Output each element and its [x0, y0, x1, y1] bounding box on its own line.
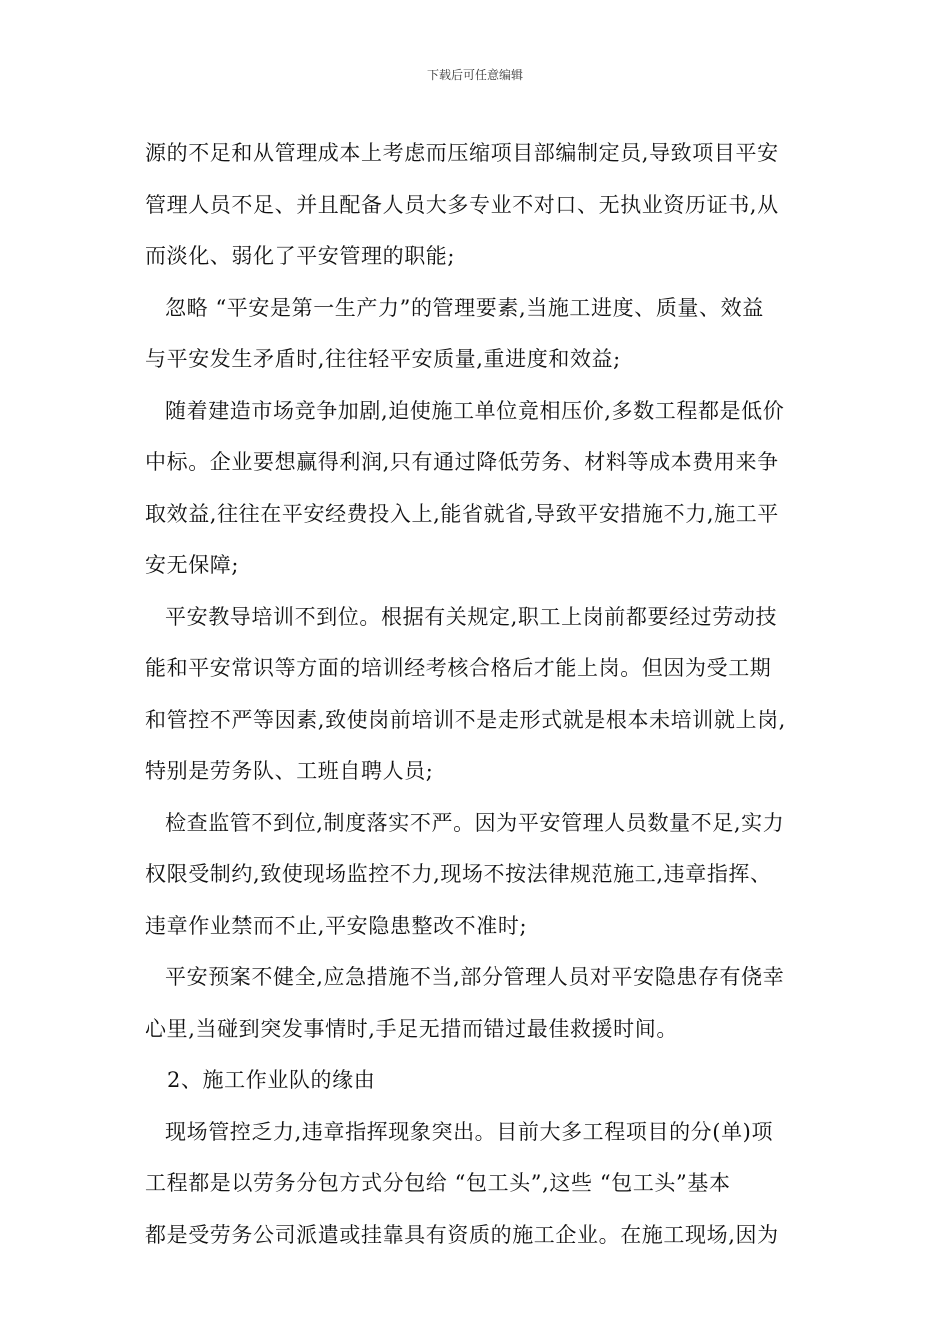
text-line: 现场管控乏力,违章指挥现象突出。目前大多工程项目的分(单)项	[165, 1119, 774, 1144]
text-line: 取效益,往往在平安经费投入上,能省就省,导致平安措施不力,施工平	[145, 501, 779, 526]
section-heading: 2、施工作业队的缘由	[167, 1068, 376, 1092]
text-line: 权限受制约,致使现场监控不力,现场不按法律规范施工,违章指挥、	[145, 862, 772, 886]
text-line: 与平安发生矛盾时,往往轻平安质量,重进度和效益;	[145, 347, 621, 371]
text-line: 违章作业禁而不止,平安隐患整改不准时;	[145, 913, 528, 938]
text-line: 中标。企业要想赢得利润,只有通过降低劳务、材料等成本费用来争	[145, 450, 779, 474]
text-line: 能和平安常识等方面的培训经考核合格后才能上岗。但因为受工期	[145, 656, 772, 680]
text-line: 平安教导培训不到位。根据有关规定,职工上岗前都要经过劳动技	[165, 604, 778, 629]
text-line: 都是受劳务公司派遣或挂靠具有资质的施工企业。在施工现场,因为	[145, 1222, 779, 1247]
text-line: 检查监管不到位,制度落实不严。因为平安管理人员数量不足,实力	[165, 810, 785, 835]
text-line: 而淡化、弱化了平安管理的职能;	[145, 244, 456, 268]
text-line: 随着建造市场竞争加剧,迫使施工单位竟相压价,多数工程都是低价	[165, 398, 785, 423]
page-header: 下载后可任意编辑	[426, 68, 523, 82]
text-line: 和管控不严等因素,致使岗前培训不是走形式就是根本未培训就上岗,	[145, 707, 786, 732]
text-line: 特别是劳务队、工班自聘人员;	[145, 759, 434, 783]
text-line: 心里,当碰到突发事情时,手足无措而错过最佳救援时间。	[145, 1016, 678, 1041]
text-line: 管理人员不足、并且配备人员大多专业不对口、无执业资历证书,从	[145, 192, 779, 217]
text-line: 安无保障;	[145, 553, 240, 577]
text-line: 平安预案不健全,应急措施不当,部分管理人员对平安隐患存有侥幸	[165, 965, 785, 989]
text-line: 工程都是以劳务分包方式分包给 “包工头”,这些 “包工头”基本	[145, 1171, 731, 1195]
document-body	[145, 128, 810, 1261]
text-line: 忽略 “平安是第一生产力”的管理要素,当施工进度、质量、效益	[165, 295, 764, 320]
text-line: 源的不足和从管理成本上考虑而压缩项目部编制定员,导致项目平安	[145, 141, 779, 165]
